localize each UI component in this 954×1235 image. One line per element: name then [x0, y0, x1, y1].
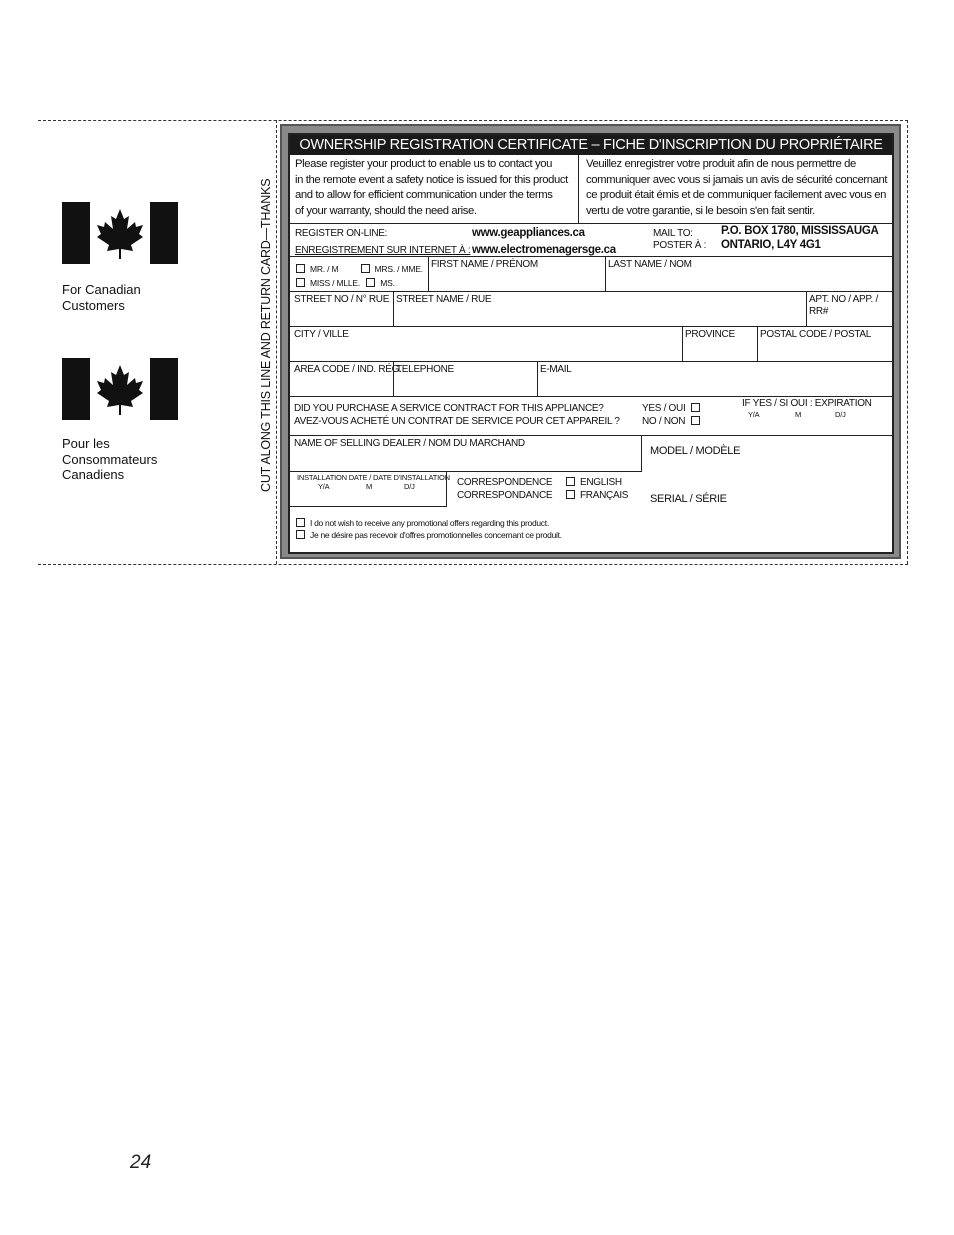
intro-french: Veuillez enregistrer votre produit afin de nous permettre de communiquer avec vous si jamais un avis de sécurité concernant ce produit était émis et de communiquer facilement avec vous en vertu de votre garantie, si le besoin s'en fait sentir.: [586, 158, 888, 217]
inst-day[interactable]: D/J: [404, 482, 415, 491]
installation-date-label: INSTALLATION DATE / DATE D'INSTALLATION: [297, 473, 450, 482]
title-options: MR. / M MRS. / MME. MISS / MLLE. MS.: [296, 263, 423, 289]
email-field[interactable]: E-MAIL: [540, 364, 572, 375]
canada-flag-icon: [62, 202, 178, 264]
checkbox-mr[interactable]: [296, 264, 305, 273]
cut-line-bottom: [38, 564, 908, 565]
intro-english: Please register your product to enable us to contact you in the remote event a safety notice is issued for this product and to allow for efficient communication under the terms of your warranty, should the need arise.: [295, 158, 568, 217]
checkbox-francais[interactable]: [566, 490, 575, 499]
language-french[interactable]: FRANÇAIS: [566, 490, 628, 502]
serial-field[interactable]: SERIAL / SÉRIE: [650, 493, 727, 505]
cut-line-top: [38, 120, 908, 121]
language-english[interactable]: ENGLISH: [566, 477, 622, 489]
register-online-label-fr: ENREGISTREMENT SUR INTERNET À :: [295, 245, 471, 256]
exp-month[interactable]: M: [795, 410, 802, 419]
correspondence-label-fr: CORRESPONDANCE: [457, 490, 553, 501]
cut-line-right: [907, 120, 908, 564]
checkbox-no[interactable]: [691, 416, 700, 425]
checkbox-optout-fr[interactable]: [296, 530, 305, 539]
inst-month[interactable]: M: [366, 482, 373, 491]
street-name-field[interactable]: STREET NAME / RUE: [396, 294, 492, 305]
exp-day[interactable]: D/J: [835, 410, 846, 419]
optout-french[interactable]: Je ne désire pas recevoir d'offres promotionnelles concernant ce produit.: [296, 529, 562, 541]
checkbox-yes[interactable]: [691, 403, 700, 412]
optout-english[interactable]: I do not wish to receive any promotional offers regarding this product.: [296, 517, 549, 529]
register-online-label: REGISTER ON-LINE:: [295, 228, 388, 239]
cut-instruction: CUT ALONG THIS LINE AND RETURN CARD—THANKS: [259, 178, 273, 492]
checkbox-english[interactable]: [566, 477, 575, 486]
canada-flag-icon: [62, 358, 178, 420]
dealer-field[interactable]: NAME OF SELLING DEALER / NOM DU MARCHAND: [294, 438, 525, 449]
inst-year[interactable]: Y/A: [318, 482, 330, 491]
checkbox-miss[interactable]: [296, 278, 305, 287]
mail-address-line1: P.O. BOX 1780, MISSISSAUGA: [721, 225, 879, 237]
apt-no-field[interactable]: APT. NO / APP. / RR#: [809, 294, 878, 317]
postal-code-field[interactable]: POSTAL CODE / POSTAL: [760, 329, 872, 340]
registration-card: [288, 133, 894, 554]
cut-line-left: [276, 120, 277, 564]
first-name-field[interactable]: FIRST NAME / PRÉNOM: [431, 259, 538, 270]
register-online-url[interactable]: www.geappliances.ca: [472, 227, 585, 239]
mail-address-line2: ONTARIO, L4Y 4G1: [721, 239, 821, 251]
city-field[interactable]: CITY / VILLE: [294, 329, 349, 340]
english-customers-label: For Canadian Customers: [62, 282, 141, 313]
correspondence-label-en: CORRESPONDENCE: [457, 477, 553, 488]
exp-year[interactable]: Y/A: [748, 410, 760, 419]
mail-to-label-fr: POSTER À :: [653, 240, 707, 251]
service-no[interactable]: NO / NON: [642, 416, 705, 428]
street-no-field[interactable]: STREET NO / N° RUE: [294, 294, 390, 305]
province-field[interactable]: PROVINCE: [685, 329, 735, 340]
page-number: 24: [130, 1152, 152, 1173]
card-title: OWNERSHIP REGISTRATION CERTIFICATE – FICHE D'INSCRIPTION DU PROPRIÉTAIRE: [290, 135, 892, 155]
area-code-field[interactable]: AREA CODE / IND. RÉG.: [294, 364, 402, 375]
register-online-url-fr[interactable]: www.electromenagersge.ca: [472, 244, 616, 256]
service-contract-question-fr: AVEZ-VOUS ACHETÉ UN CONTRAT DE SERVICE POUR CET APPAREIL ?: [294, 416, 620, 427]
service-yes[interactable]: YES / OUI: [642, 403, 705, 415]
french-customers-label: Pour les Consommateurs Canadiens: [62, 436, 158, 482]
service-contract-question-en: DID YOU PURCHASE A SERVICE CONTRACT FOR THIS APPLIANCE?: [294, 403, 604, 414]
last-name-field[interactable]: LAST NAME / NOM: [608, 259, 692, 270]
checkbox-optout-en[interactable]: [296, 518, 305, 527]
checkbox-mrs[interactable]: [361, 264, 370, 273]
expiration-label: IF YES / SI OUI : EXPIRATION: [742, 398, 872, 409]
checkbox-ms[interactable]: [366, 278, 375, 287]
mail-to-label: MAIL TO:: [653, 228, 693, 239]
model-field[interactable]: MODEL / MODÈLE: [650, 445, 741, 457]
telephone-field[interactable]: TELEPHONE: [396, 364, 454, 375]
